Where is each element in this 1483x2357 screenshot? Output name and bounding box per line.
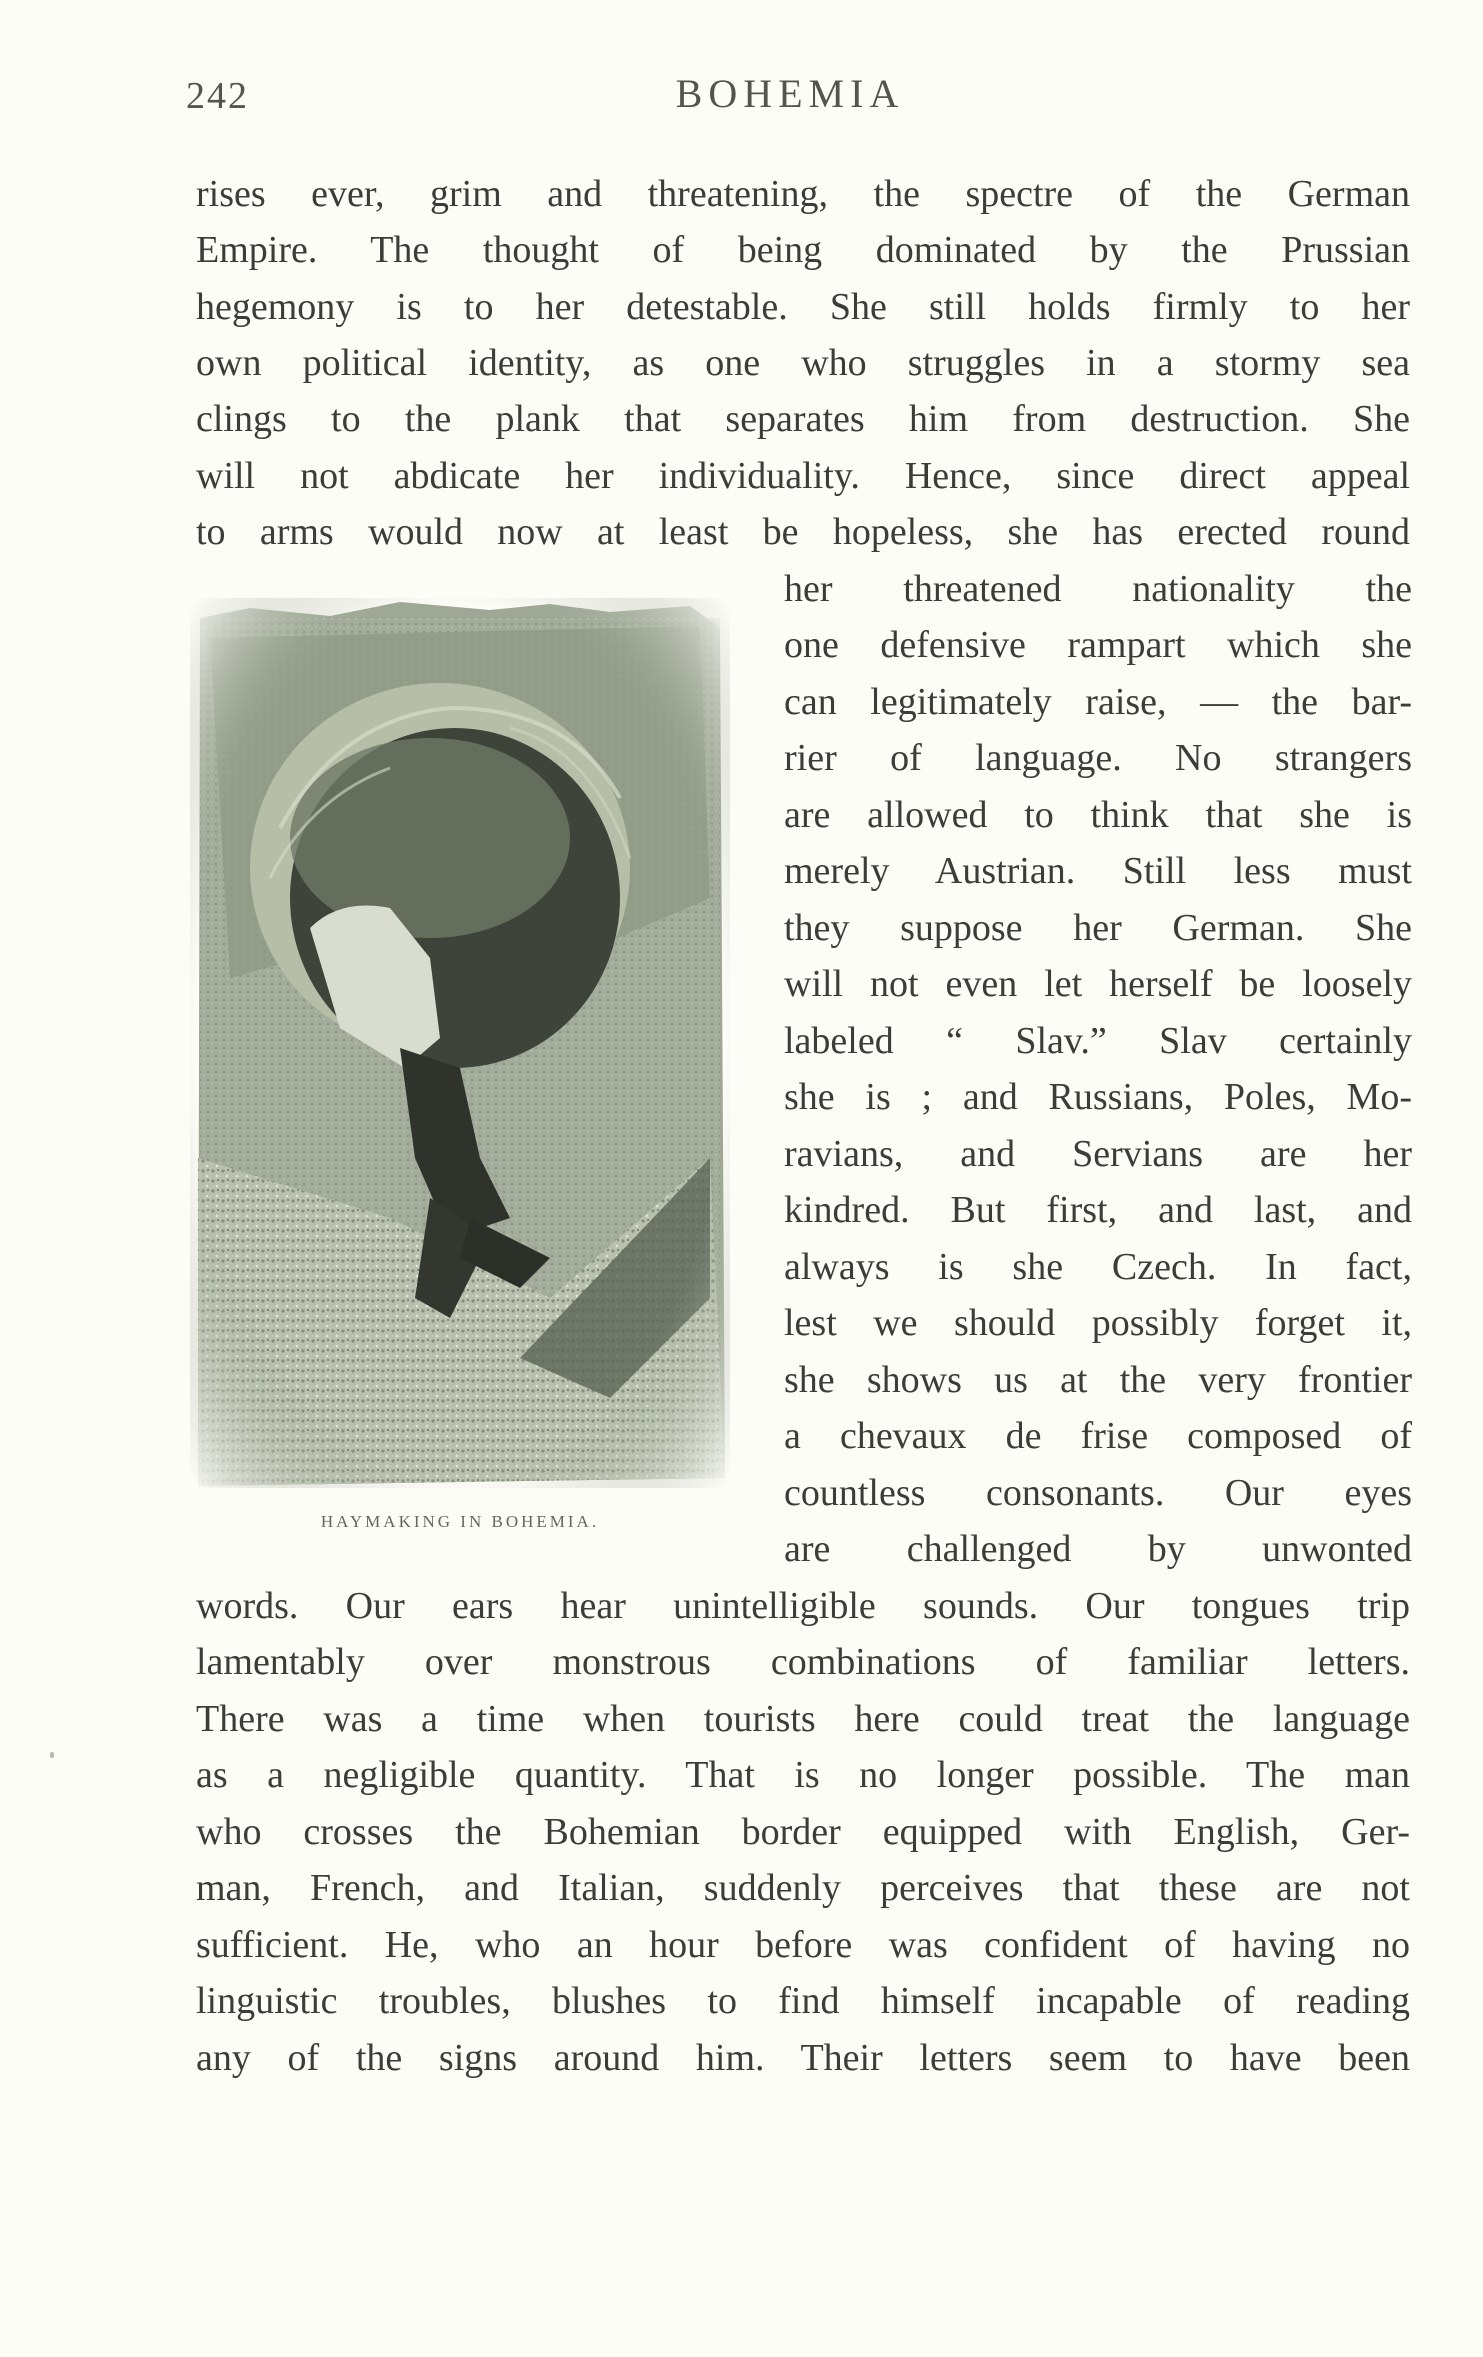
body-line: can legitimately raise, — the bar- bbox=[784, 681, 1412, 723]
body-line: her threatened nationality the bbox=[784, 568, 1412, 610]
body-line: are challenged by unwonted bbox=[784, 1528, 1412, 1570]
body-line: lamentably over monstrous combinations of familiar letters. bbox=[196, 1641, 1410, 1683]
body-line: any of the signs around him. Their letters seem to have been bbox=[196, 2037, 1410, 2079]
body-line: sufficient. He, who an hour before was confident of having no bbox=[196, 1924, 1410, 1966]
body-line: they suppose her German. She bbox=[784, 907, 1412, 949]
body-line: she is ; and Russians, Poles, Mo- bbox=[784, 1076, 1412, 1118]
body-line: lest we should possibly forget it, bbox=[784, 1302, 1412, 1344]
body-line: are allowed to think that she is bbox=[784, 794, 1412, 836]
body-line: will not abdicate her individuality. Hence, since direct appeal bbox=[196, 455, 1410, 497]
body-line: as a negligible quantity. That is no longer possible. The man bbox=[196, 1754, 1410, 1796]
body-line: countless consonants. Our eyes bbox=[784, 1472, 1412, 1514]
body-line: will not even let herself be loosely bbox=[784, 963, 1412, 1005]
body-line: rises ever, grim and threatening, the spectre of the German bbox=[196, 173, 1410, 215]
body-line: ravians, and Servians are her bbox=[784, 1133, 1412, 1175]
body-line: linguistic troubles, blushes to find himself incapable of reading bbox=[196, 1980, 1410, 2022]
body-line: always is she Czech. In fact, bbox=[784, 1246, 1412, 1288]
body-line: clings to the plank that separates him from destruction. She bbox=[196, 398, 1410, 440]
body-line: one defensive rampart which she bbox=[784, 624, 1412, 666]
body-line: own political identity, as one who struggles in a stormy sea bbox=[196, 342, 1410, 384]
body-line: merely Austrian. Still less must bbox=[784, 850, 1412, 892]
body-line: hegemony is to her detestable. She still holds firmly to her bbox=[196, 286, 1410, 328]
paper-speck bbox=[50, 1752, 54, 1758]
haymaking-photograph bbox=[190, 598, 730, 1488]
body-line: kindred. But first, and last, and bbox=[784, 1189, 1412, 1231]
body-line: words. Our ears hear unintelligible sounds. Our tongues trip bbox=[196, 1585, 1410, 1627]
body-line: Empire. The thought of being dominated by the Prussian bbox=[196, 229, 1410, 271]
body-line: a chevaux de frise composed of bbox=[784, 1415, 1412, 1457]
running-title: BOHEMIA bbox=[675, 71, 905, 116]
body-line: labeled “ Slav.” Slav certainly bbox=[784, 1020, 1412, 1062]
body-line: man, French, and Italian, suddenly perceives that these are not bbox=[196, 1867, 1410, 1909]
page-number: 242 bbox=[186, 75, 249, 117]
figure-caption: HAYMAKING IN BOHEMIA. bbox=[320, 1512, 600, 1531]
body-line: rier of language. No strangers bbox=[784, 737, 1412, 779]
body-line: to arms would now at least be hopeless, she has erected round bbox=[196, 511, 1410, 553]
body-line: who crosses the Bohemian border equipped with English, Ger- bbox=[196, 1811, 1410, 1853]
body-line: she shows us at the very frontier bbox=[784, 1359, 1412, 1401]
body-line: There was a time when tourists here could treat the language bbox=[196, 1698, 1410, 1740]
